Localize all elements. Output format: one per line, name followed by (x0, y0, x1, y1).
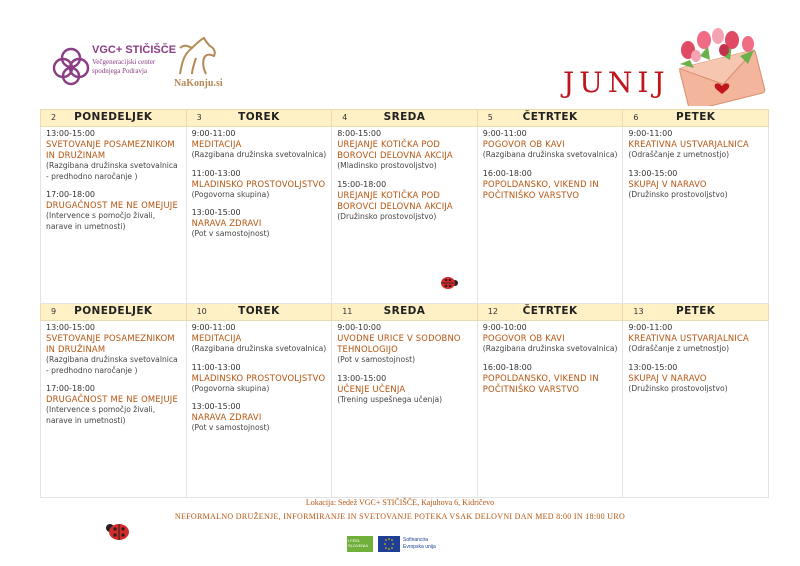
day-header (186, 304, 332, 321)
event-title: UVODNE URICE V SODOBNO TEHNOLOGIJO (337, 333, 461, 354)
week-header-row (41, 110, 769, 127)
event-item (628, 363, 764, 395)
week-events-row (41, 321, 769, 498)
eu-flag-icon (378, 536, 400, 552)
event-item (628, 169, 764, 201)
day-name: PETEK (676, 305, 716, 317)
event-time: 15:00-18:00 (337, 179, 387, 189)
footer-location: Lokacija: Sedež VGC+ STIČIŠČE, Kajuhova 6, Kidričevo (305, 498, 495, 507)
event-item (46, 129, 182, 182)
event-time: 8:00-15:00 (337, 129, 382, 138)
day-number: 10 (196, 307, 207, 316)
eu-text-line1: Sofinancira (403, 537, 429, 543)
day-header (41, 304, 187, 321)
event-note: (Pogovorna skupina) (191, 383, 270, 393)
event-note: (Družinsko prostovoljstvo) (628, 383, 728, 393)
event-title: UČENJE UČENJA (337, 383, 406, 394)
event-time: 9:00-10:00 (482, 323, 527, 332)
day-cell (332, 321, 478, 498)
event-time: 13:00-15:00 (46, 323, 95, 332)
event-title: KREATIVNA USTVARJALNICA (628, 333, 749, 343)
day-name: TOREK (238, 111, 280, 123)
event-item (628, 129, 764, 161)
day-number: 4 (342, 113, 348, 122)
event-time: 9:00-11:00 (482, 129, 527, 138)
nakonju-text: NaKonju.si (174, 78, 223, 89)
event-title: MEDITACIJA (191, 333, 242, 343)
event-item (337, 129, 473, 172)
event-note: (Razgibana družinska svetovalnica - predhodno naročanje ) (46, 355, 178, 375)
day-cell (623, 321, 769, 498)
eu-text-line2: Evropska unija (403, 543, 436, 550)
day-header (477, 110, 623, 127)
day-number: 5 (487, 113, 493, 122)
calendar-table (40, 109, 769, 498)
event-item (192, 169, 328, 201)
day-cell (186, 321, 332, 498)
event-time: 9:00-11:00 (628, 129, 673, 138)
event-time: 13:00-15:00 (337, 373, 387, 383)
event-note: (Intervence s pomočjo živali, narave in umetnosti) (46, 405, 156, 425)
vgc-logo (52, 42, 177, 92)
event-item (628, 323, 764, 355)
event-title: POPOLDANSKO, VIKEND IN POČITNIŠKO VARSTVO (482, 372, 599, 394)
day-number: 13 (633, 307, 644, 316)
event-note: (Pot v samostojnost) (191, 423, 270, 432)
day-number: 9 (51, 307, 57, 316)
day-name: ČETRTEK (522, 305, 578, 317)
event-time: 17:00-18:00 (46, 384, 95, 393)
event-item (192, 129, 328, 161)
eu-text (403, 537, 436, 550)
event-item (483, 129, 619, 161)
event-note: (Družinsko prostovoljstvo) (628, 189, 728, 199)
ladybug-icon (439, 275, 459, 291)
event-item (483, 323, 619, 355)
event-note: (Odraščanje z umetnostjo) (628, 344, 730, 353)
event-time: 17:00-18:00 (46, 190, 95, 199)
event-note: (Pot v samostojnost) (191, 229, 270, 238)
event-note: (Odraščanje z umetnostjo) (628, 150, 730, 159)
day-number: 12 (487, 307, 498, 316)
event-time: 13:00-15:00 (628, 362, 678, 372)
day-name: TOREK (238, 305, 280, 317)
day-name: PETEK (676, 111, 716, 123)
event-time: 13:00-15:00 (628, 168, 678, 178)
event-time: 16:00-18:00 (482, 362, 532, 372)
day-header (332, 304, 478, 321)
event-title: NARAVA ZDRAVI (191, 218, 262, 228)
day-number: 2 (51, 113, 57, 122)
event-time: 9:00-11:00 (191, 129, 236, 138)
day-name: PONEDELJEK (74, 111, 153, 123)
event-title: UREJANJE KOTIČKA POD BOROVCI DELOVNA AKCIJA (337, 189, 453, 211)
event-note: (Razgibana družinska svetovalnica) (482, 344, 618, 353)
event-time: 13:00-15:00 (46, 129, 95, 138)
event-note: (Družinsko prostovoljstvo) (337, 211, 437, 221)
event-time: 13:00-15:00 (191, 402, 241, 411)
event-note: (Razgibana družinska svetovalnica - predhodno naročanje ) (46, 161, 178, 181)
event-note: (Razgibana družinska svetovalnica) (191, 344, 327, 353)
event-time: 9:00-11:00 (628, 323, 673, 332)
event-item (46, 384, 182, 426)
week-events-row (41, 127, 769, 304)
day-header (477, 304, 623, 321)
event-item (192, 323, 328, 355)
footer-info: NEFORMALNO DRUŽENJE, INFORMIRANJE IN SVETOVANJE POTEKA VSAK DELOVNI DAN MED 8:00 IN 18:00 URO (174, 512, 626, 521)
day-cell (477, 321, 623, 498)
day-number: 6 (633, 113, 639, 122)
event-note: (Intervence s pomočjo živali, narave in umetnosti) (46, 211, 156, 231)
event-time: 9:00-11:00 (191, 323, 236, 332)
event-title: POGOVOR OB KAVI (482, 333, 565, 343)
day-header (332, 110, 478, 127)
month-title: JUNIJ (563, 66, 670, 99)
event-title: NARAVA ZDRAVI (191, 412, 262, 422)
event-note: (Razgibana družinska svetovalnica) (482, 150, 618, 159)
day-cell (623, 127, 769, 304)
event-title: SVETOVANJE POSAMEZNIKOM IN DRUŽINAM (46, 333, 175, 354)
event-item (337, 180, 473, 223)
event-item (337, 374, 473, 406)
event-time: 13:00-15:00 (191, 208, 241, 217)
event-item (192, 402, 328, 434)
event-item (337, 323, 473, 366)
nakonju-logo (170, 34, 230, 94)
event-title: DRUGAČNOST ME NE OMEJUJE (46, 394, 178, 404)
week-header-row (41, 304, 769, 321)
vgc-knot-icon (52, 42, 90, 88)
event-note: (Pogovorna skupina) (191, 189, 270, 199)
event-title: MLADINSKO PROSTOVOLJSTVO (191, 178, 326, 189)
day-number: 3 (196, 113, 202, 122)
event-note: (Pot v samostojnost) (337, 355, 416, 364)
funding-logos (347, 536, 437, 554)
event-note: (Trening uspešnega učenja) (337, 394, 443, 404)
vgc-subtitle: Večgeneracijski center spodnjega Podravja (92, 58, 156, 75)
ladybug-icon (104, 520, 130, 542)
event-title: POPOLDANSKO, VIKEND IN POČITNIŠKO VARSTVO (482, 178, 599, 200)
day-header (41, 110, 187, 127)
vgc-name: VGC+ STIČIŠČE (92, 44, 177, 56)
event-note: (Razgibana družinska svetovalnica) (191, 150, 327, 159)
day-header (623, 304, 769, 321)
day-cell (186, 127, 332, 304)
flower-envelope-icon (660, 26, 770, 106)
day-name: SREDA (383, 305, 426, 317)
event-title: SVETOVANJE POSAMEZNIKOM IN DRUŽINAM (46, 139, 175, 160)
day-number: 11 (342, 307, 353, 316)
event-title: SKUPAJ V NARAVO (628, 178, 707, 189)
event-item (192, 208, 328, 240)
day-name: PONEDELJEK (74, 305, 153, 317)
day-cell (41, 321, 187, 498)
horse-icon (170, 34, 226, 78)
event-item (192, 363, 328, 395)
day-cell (477, 127, 623, 304)
day-name: SREDA (383, 111, 426, 123)
event-item (46, 190, 182, 232)
event-item (483, 363, 619, 395)
event-title: MLADINSKO PROSTOVOLJSTVO (191, 372, 326, 383)
event-time: 11:00-13:00 (191, 362, 241, 372)
day-cell (41, 127, 187, 304)
event-item (483, 169, 619, 201)
event-title: SKUPAJ V NARAVO (628, 372, 707, 383)
event-title: POGOVOR OB KAVI (482, 139, 565, 149)
event-title: UREJANJE KOTIČKA POD BOROVCI DELOVNA AKCIJA (337, 139, 453, 160)
day-header (186, 110, 332, 127)
event-time: 9:00-10:00 (337, 323, 382, 332)
event-title: DRUGAČNOST ME NE OMEJUJE (46, 200, 178, 210)
event-title: KREATIVNA USTVARJALNICA (628, 139, 749, 149)
day-cell (332, 127, 478, 304)
event-time: 11:00-13:00 (191, 168, 241, 178)
event-item (46, 323, 182, 376)
day-name: ČETRTEK (522, 111, 578, 123)
event-note: (Mladinsko prostovoljstvo) (337, 161, 437, 170)
event-time: 16:00-18:00 (482, 168, 532, 178)
event-title: MEDITACIJA (191, 139, 242, 149)
day-header (623, 110, 769, 127)
feel-slovenia-logo: I FEEL SLOVENIA (347, 536, 373, 552)
